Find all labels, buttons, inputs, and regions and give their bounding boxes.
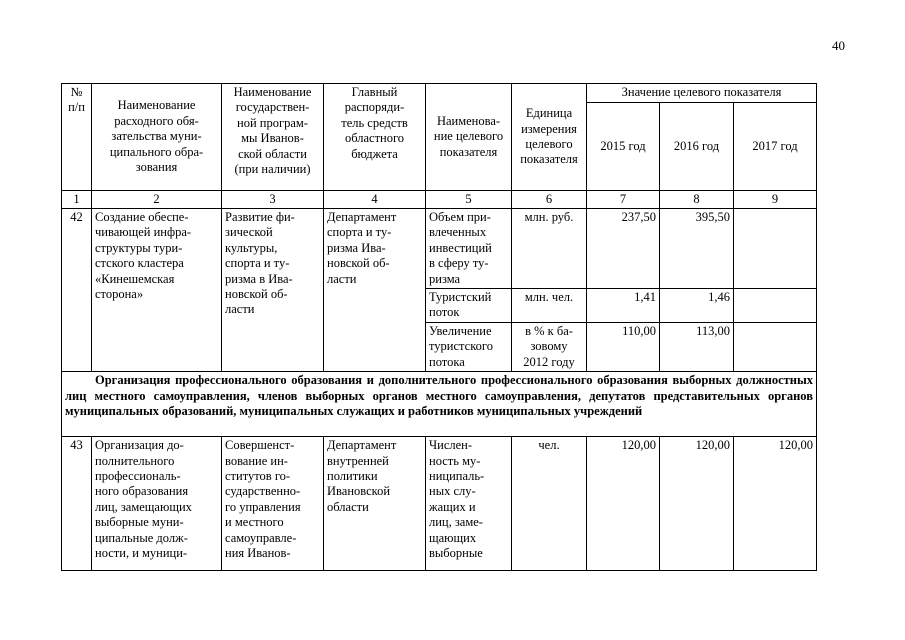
program-cell: Развитие фи- зической культуры, спорта и ту- ризма в Ива- новской об- ласти [222, 209, 324, 372]
column-numbers-row [62, 191, 817, 209]
table-row-43 [62, 437, 817, 571]
unit-cell: в % к ба- зовому 2012 году [512, 323, 587, 372]
value-2015-cell: 1,41 [587, 289, 660, 323]
column-number: 6 [512, 191, 587, 209]
value-2016-cell: 1,46 [660, 289, 734, 323]
value-2016-cell: 395,50 [660, 209, 734, 289]
value-2015-cell: 110,00 [587, 323, 660, 372]
value-2017-cell [734, 289, 817, 323]
header-year-2015: 2015 год [587, 103, 660, 191]
header-row-1 [62, 84, 817, 103]
unit-cell: млн. чел. [512, 289, 587, 323]
value-2016-cell: 120,00 [660, 437, 734, 571]
column-number: 9 [734, 191, 817, 209]
indicator-cell: Туристский поток [426, 289, 512, 323]
indicator-cell: Увеличение туристского потока [426, 323, 512, 372]
header-col-program: Наименование государствен- ной програм- мы Иванов- ской области (при наличии) [222, 84, 324, 191]
header-col-no: № п/п [62, 84, 92, 191]
value-2017-cell [734, 209, 817, 289]
column-number: 1 [62, 191, 92, 209]
program-cell: Совершенст- вование ин- ститутов го- сударственно- го управления и местного самоуправле- ния Иванов- [222, 437, 324, 571]
column-number: 3 [222, 191, 324, 209]
header-year-2016: 2016 год [660, 103, 734, 191]
row-number: 43 [62, 437, 92, 571]
header-year-2017: 2017 год [734, 103, 817, 191]
manager-cell: Департамент внутренней политики Ивановской области [324, 437, 426, 571]
column-number: 7 [587, 191, 660, 209]
column-number: 8 [660, 191, 734, 209]
obligation-cell: Создание обеспе- чивающей инфра- структуры тури- стского кластера «Кинешемская сторона» [92, 209, 222, 372]
value-2015-cell: 237,50 [587, 209, 660, 289]
table-row-42-a [62, 209, 817, 289]
obligation-cell: Организация до- полнительного профессиональ- ного образования лиц, замещающих выборные муни- ципальные долж- ности, и муници- [92, 437, 222, 571]
manager-cell: Департамент спорта и ту- ризма Ива- новской об- ласти [324, 209, 426, 372]
section-title: Организация профессионального образования и дополнительного профессионального образования выборных должностных лиц местного самоуправления, членов выборных органов местного самоуправления, депутатов представительных органов муниципальных образований, муниципальных служащих и работников муниципальных учреждений [62, 372, 817, 437]
header-col-obligation: Наименование расходного обя- зательства муни- ципального обра- зования [92, 84, 222, 191]
header-col-value-group: Значение целевого показателя [587, 84, 817, 103]
header-col-unit: Единица измерения целевого показателя [512, 84, 587, 191]
value-2017-cell [734, 323, 817, 372]
header-col-manager: Главный распоряди- тель средств областного бюджета [324, 84, 426, 191]
indicator-cell: Числен- ность му- ниципаль- ных слу- жащих и лиц, заме- щающих выборные [426, 437, 512, 571]
row-number: 42 [62, 209, 92, 372]
page-number: 40 [832, 38, 845, 53]
target-indicators-table [61, 83, 817, 571]
value-2017-cell: 120,00 [734, 437, 817, 571]
value-2016-cell: 113,00 [660, 323, 734, 372]
value-2015-cell: 120,00 [587, 437, 660, 571]
column-number: 4 [324, 191, 426, 209]
column-number: 5 [426, 191, 512, 209]
section-row [62, 372, 817, 437]
unit-cell: чел. [512, 437, 587, 571]
column-number: 2 [92, 191, 222, 209]
header-col-indicator: Наименова- ние целевого показателя [426, 84, 512, 191]
indicator-cell: Объем при- влеченных инвестиций в сферу ту- ризма [426, 209, 512, 289]
unit-cell: млн. руб. [512, 209, 587, 289]
